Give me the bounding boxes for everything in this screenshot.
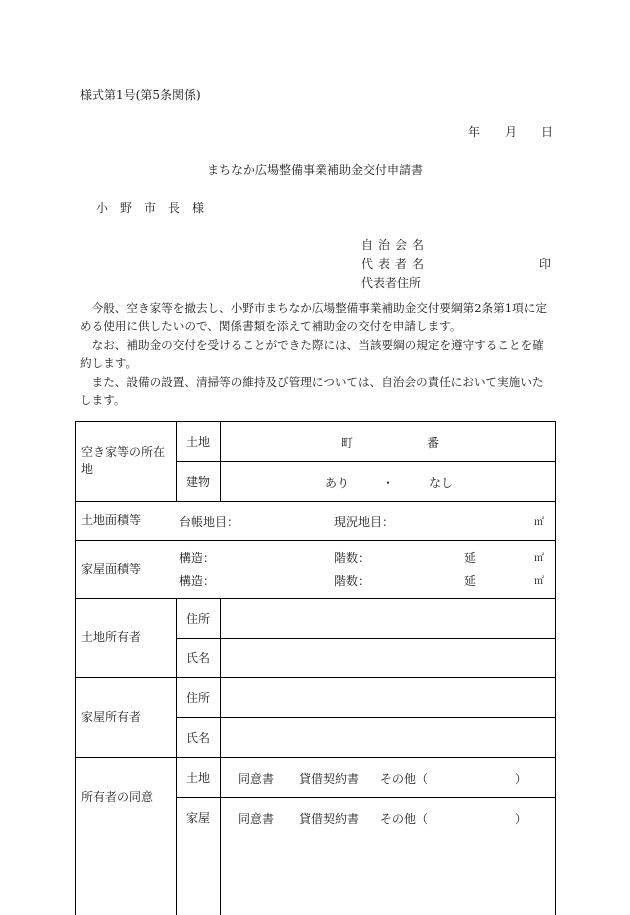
- owner-consent-label: 所有者の同意: [81, 789, 154, 804]
- representative-name-row: [361, 255, 551, 274]
- other-option: その他（: [380, 772, 429, 786]
- option-separator: ・: [382, 476, 395, 490]
- representative-address-label: 代表者住所: [361, 276, 422, 290]
- seal-label: 印: [539, 257, 552, 271]
- floors-label: 階数：: [334, 551, 371, 565]
- consent-document-option: 同意書: [238, 812, 275, 826]
- lease-contract-option: 貸借契約書: [299, 772, 360, 786]
- land-area-label: 土地面積等: [81, 513, 142, 527]
- total-floor-label: 延: [464, 574, 477, 588]
- house-owner-address-label: 住所: [185, 690, 210, 705]
- association-name-label: 自治会名: [361, 238, 430, 252]
- body-text: [80, 299, 554, 409]
- body-paragraph: 今般、空き家等を撤去し、小野市まちなか広場整備事業補助金交付要綱第2条第1項に定める使用に供したいので、関係書類を添えて補助金の交付を申請します。: [80, 301, 547, 334]
- body-paragraph: また、設備の設置、清掃等の維持及び管理については、自治会の責任において実施いたします。: [80, 374, 544, 408]
- house-area-label: 家屋面積等: [81, 561, 142, 576]
- house-owner-label: 家屋所有者: [81, 709, 142, 724]
- consent-document-option: 同意書: [238, 772, 275, 786]
- actual-category-label: 現況地目：: [334, 515, 395, 529]
- form-title: まちなか広場整備事業補助金交付申請書: [206, 163, 423, 177]
- form-number: 様式第1号(第5条関係): [80, 88, 201, 102]
- building-no-option: なし: [429, 476, 454, 490]
- location-land-label: 土地: [185, 434, 210, 449]
- consent-house-label: 家屋: [185, 810, 210, 825]
- other-option: その他（: [380, 812, 429, 826]
- house-area-unit: ㎡: [534, 576, 544, 587]
- lease-contract-option: 貸借契約書: [299, 812, 360, 826]
- body-paragraph: なお、補助金の交付を受けることができた際には、当該要綱の規定を遵守することを確約します。: [80, 337, 544, 371]
- total-floor-label: 延: [464, 551, 477, 565]
- land-owner-label: 土地所有者: [81, 630, 142, 644]
- date-month-label: 月: [505, 125, 518, 139]
- land-owner-address-label: 住所: [185, 611, 210, 626]
- consent-land-label: 土地: [185, 770, 210, 785]
- structure-label: 構造：: [179, 574, 216, 588]
- ledger-category-label: 台帳地目：: [179, 515, 240, 529]
- town-label: 町: [341, 436, 354, 450]
- date-year-label: 年: [468, 125, 481, 139]
- structure-label: 構造：: [179, 551, 216, 565]
- location-building-label: 建物: [185, 474, 210, 489]
- lot-number-label: 番: [427, 436, 440, 450]
- date-day-label: 日: [541, 125, 554, 139]
- location-label: 空き家等の所在地: [81, 445, 166, 476]
- application-table: [75, 421, 555, 915]
- house-area-unit: ㎡: [534, 553, 544, 564]
- floors-label: 階数：: [334, 574, 371, 588]
- house-owner-name-label: 氏名: [185, 730, 210, 745]
- land-owner-name-label: 氏名: [185, 651, 210, 665]
- land-area-unit: ㎡: [534, 517, 544, 528]
- other-close-paren: ）: [515, 812, 528, 826]
- other-close-paren: ）: [515, 772, 528, 786]
- representative-name-label: 代表者名: [361, 257, 430, 271]
- building-yes-option: あり: [325, 476, 350, 490]
- addressee: 小野市長様: [96, 201, 217, 215]
- applicant-block: [361, 236, 551, 293]
